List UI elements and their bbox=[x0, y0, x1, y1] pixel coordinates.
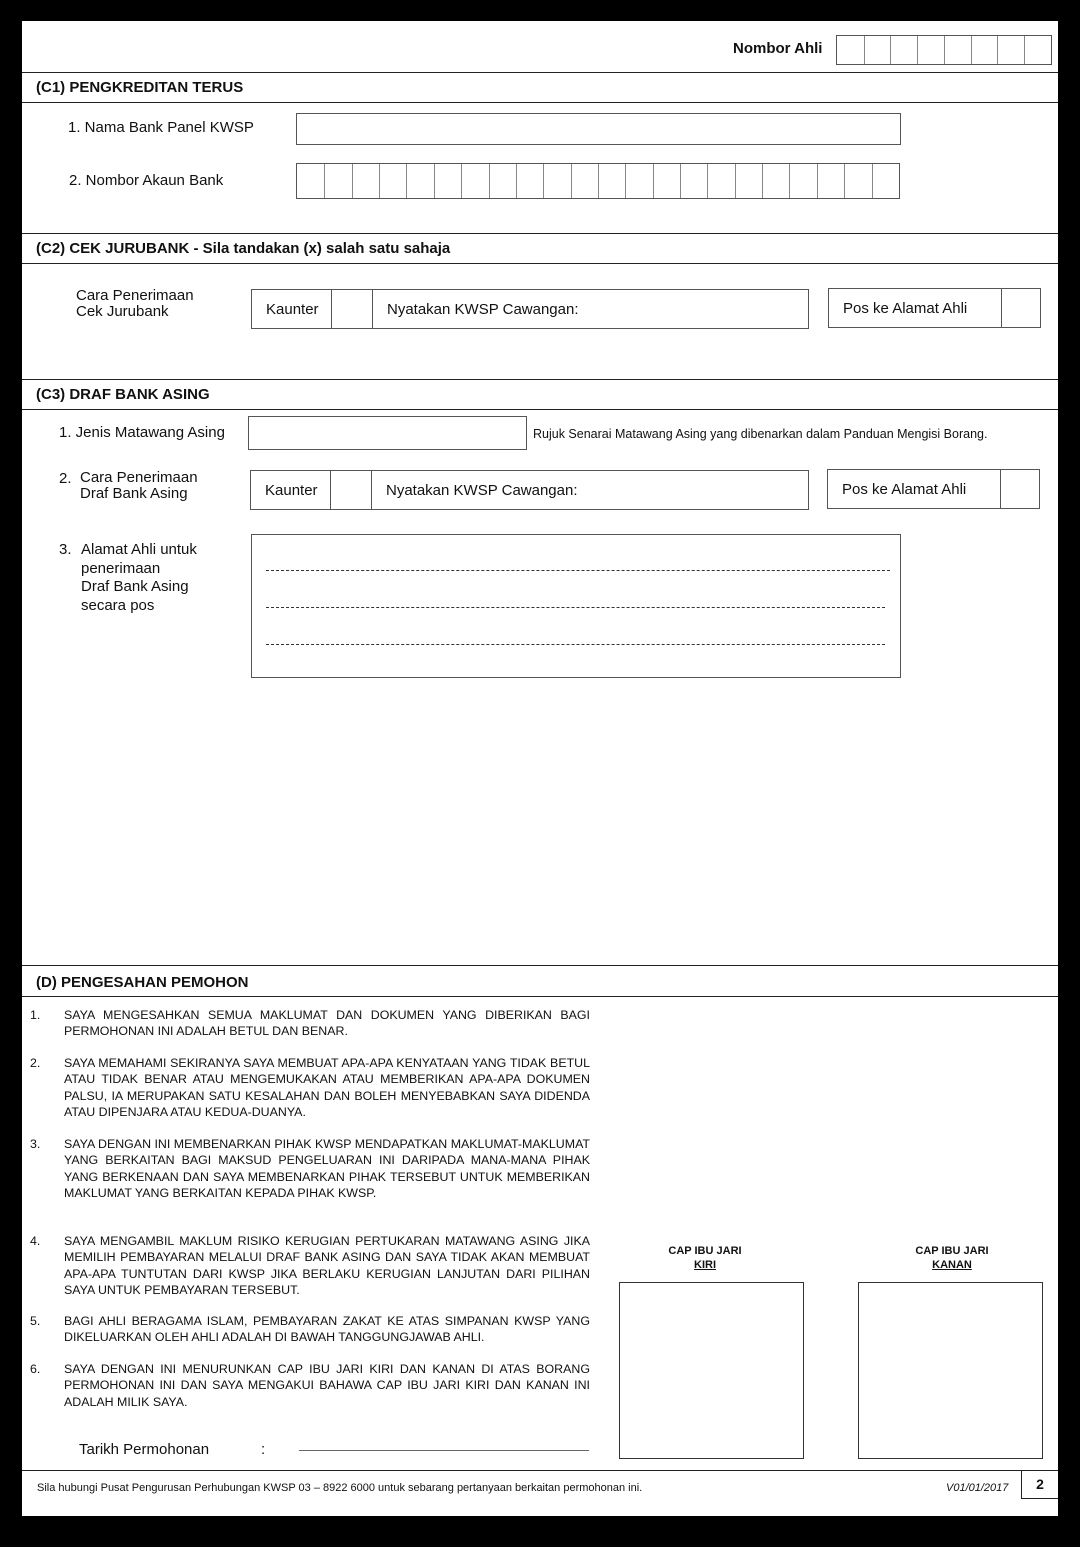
section-d-title: (D) PENGESAHAN PEMOHON bbox=[36, 974, 249, 991]
account-number-cell[interactable] bbox=[762, 164, 789, 198]
member-number-cell[interactable] bbox=[971, 36, 998, 64]
declaration-num: 4. bbox=[30, 1234, 41, 1248]
member-number-boxes[interactable] bbox=[836, 35, 1052, 65]
draft-post-option[interactable] bbox=[827, 469, 1040, 509]
currency-input[interactable] bbox=[248, 416, 527, 450]
footer-version: V01/01/2017 bbox=[946, 1482, 1009, 1494]
account-number-cell[interactable] bbox=[516, 164, 543, 198]
currency-label: 1. Jenis Matawang Asing bbox=[59, 424, 225, 441]
application-date-label: Tarikh Permohonan bbox=[79, 1441, 210, 1458]
address-num: 3. bbox=[59, 541, 72, 558]
address-label-line: Draf Bank Asing bbox=[81, 578, 189, 595]
declaration-text: SAYA DENGAN INI MENURUNKAN CAP IBU JARI KIRI DAN KANAN DI ATAS BORANG PERMOHONAN INI DAN SAYA MENGAKUI BAHAWA CAP IBU JARI KIRI DAN KANAN INI ADALAH MILIK SAYA. bbox=[64, 1362, 590, 1409]
member-number-cell[interactable] bbox=[1024, 36, 1051, 64]
draft-method-label bbox=[80, 470, 198, 502]
section-c3-header bbox=[22, 379, 1058, 410]
declaration-text: SAYA MEMAHAMI SEKIRANYA SAYA MEMBUAT APA-APA KENYATAAN YANG TIDAK BETUL ATAU TIDAK BENAR ATAU MENGEMUKAKAN ATAU MEMBERIKAN APA-APA DOKUMEN PALSU, IA MERUPAKAN SATU KESALAHAN DAN BOLEH MENYEBABKAN SAYA DIDENDA ATAU DIPENJARA ATAU KEDUA-DUANYA. bbox=[64, 1056, 590, 1119]
declaration-text: BAGI AHLI BERAGAMA ISLAM, PEMBAYARAN ZAKAT KE ATAS SIMPANAN KWSP YANG DIKELUARKAN OLEH AHLI ADALAH DI BAWAH TANGGUNGJAWAB AHLI. bbox=[64, 1314, 590, 1345]
member-number-cell[interactable] bbox=[997, 36, 1024, 64]
section-c2-title: (C2) CEK JURUBANK - Sila tandakan (x) salah satu sahaja bbox=[36, 240, 451, 257]
counter-checkbox[interactable] bbox=[332, 290, 373, 328]
draft-method-num: 2. bbox=[59, 470, 72, 487]
member-number-label: Nombor Ahli bbox=[733, 40, 823, 57]
address-line bbox=[266, 644, 885, 645]
account-number-cell[interactable] bbox=[735, 164, 762, 198]
address-line bbox=[266, 607, 885, 608]
declaration-item bbox=[22, 1136, 602, 1218]
counter-checkbox[interactable] bbox=[331, 471, 372, 509]
declaration-text: SAYA MENGAMBIL MAKLUM RISIKO KERUGIAN PERTUKARAN MATAWANG ASING JIKA MEMILIH PEMBAYARAN MELALUI DRAF BANK ASING DAN SAYA TIDAK AKAN MEMBUAT APA-APA TUNTUTAN DARI KWSP JIKA BERLAKU KERUGIAN LANJUTAN DARI PILIHAN SAYA UNTUK PEMBAYARAN TERSEBUT. bbox=[64, 1234, 590, 1297]
form-page bbox=[22, 21, 1058, 1516]
post-label: Pos ke Alamat Ahli bbox=[828, 470, 1001, 508]
section-c1-header bbox=[22, 72, 1058, 103]
account-number-cell[interactable] bbox=[489, 164, 516, 198]
declaration-item bbox=[22, 1055, 602, 1121]
member-number-cell[interactable] bbox=[890, 36, 917, 64]
post-checkbox[interactable] bbox=[1002, 289, 1040, 327]
left-thumb-label bbox=[613, 1244, 797, 1272]
account-number-cell[interactable] bbox=[625, 164, 652, 198]
draft-method-label-line: Draf Bank Asing bbox=[80, 485, 188, 502]
declaration-num: 5. bbox=[30, 1314, 41, 1328]
section-c2-header bbox=[22, 233, 1058, 264]
branch-label[interactable]: Nyatakan KWSP Cawangan: bbox=[387, 300, 579, 318]
account-number-cell[interactable] bbox=[817, 164, 844, 198]
account-number-cell[interactable] bbox=[352, 164, 379, 198]
account-number-cell[interactable] bbox=[406, 164, 433, 198]
address-label-line: secara pos bbox=[81, 596, 155, 614]
cheque-post-option[interactable] bbox=[828, 288, 1041, 328]
account-number-cell[interactable] bbox=[653, 164, 680, 198]
footer-contact: Sila hubungi Pusat Pengurusan Perhubungan KWSP 03 – 8922 6000 untuk sebarang pertanyaan berkaitan permohonan ini. bbox=[37, 1482, 643, 1494]
member-number-cell[interactable] bbox=[917, 36, 944, 64]
declaration-num: 3. bbox=[30, 1137, 41, 1151]
account-number-cell[interactable] bbox=[571, 164, 598, 198]
counter-label: Kaunter bbox=[252, 290, 332, 328]
account-number-cell[interactable] bbox=[872, 164, 899, 198]
branch-label[interactable]: Nyatakan KWSP Cawangan: bbox=[386, 481, 578, 499]
cheque-method-label bbox=[76, 288, 194, 320]
declaration-text: SAYA DENGAN INI MEMBENARKAN PIHAK KWSP MENDAPATKAN MAKLUMAT-MAKLUMAT YANG BERKAITAN BAGI MAKSUD PENGELUARAN INI DARIPADA MANA-MANA PIHAK YANG BERKENAAN DAN SAYA MEMBENARKAN PIHAK TERSEBUT UNTUK MEMBERIKAN MAKLUMAT YANG BERKAITAN KEPADA PIHAK KWSP. bbox=[64, 1137, 590, 1200]
account-number-cell[interactable] bbox=[379, 164, 406, 198]
address-label-line: Alamat Ahli untuk bbox=[81, 541, 197, 558]
account-number-cell[interactable] bbox=[789, 164, 816, 198]
cheque-counter-option[interactable] bbox=[251, 289, 809, 329]
counter-label: Kaunter bbox=[251, 471, 331, 509]
section-d-header bbox=[22, 965, 1058, 997]
account-number-cell[interactable] bbox=[297, 164, 324, 198]
page-number: 2 bbox=[1021, 1471, 1058, 1499]
cheque-method-label-line: Cek Jurubank bbox=[76, 303, 169, 320]
right-thumb-label bbox=[860, 1244, 1044, 1272]
post-label: Pos ke Alamat Ahli bbox=[829, 289, 1002, 327]
bank-name-label: 1. Nama Bank Panel KWSP bbox=[68, 119, 254, 136]
declaration-item bbox=[22, 1007, 602, 1041]
member-number-cell[interactable] bbox=[864, 36, 891, 64]
address-textarea[interactable] bbox=[251, 534, 901, 678]
right-thumb-label-line: CAP IBU JARI bbox=[915, 1245, 989, 1257]
left-thumb-label-line: CAP IBU JARI bbox=[668, 1245, 742, 1257]
draft-counter-option[interactable] bbox=[250, 470, 809, 510]
footer-divider bbox=[22, 1470, 1058, 1471]
cheque-method-label-line: Cara Penerimaan bbox=[76, 287, 194, 304]
left-thumb-label-side: KIRI bbox=[694, 1259, 716, 1271]
account-number-label: 2. Nombor Akaun Bank bbox=[69, 172, 224, 189]
section-c3-title: (C3) DRAF BANK ASING bbox=[36, 386, 210, 403]
account-number-cell[interactable] bbox=[461, 164, 488, 198]
declaration-item bbox=[22, 1233, 602, 1299]
declaration-num: 1. bbox=[30, 1008, 41, 1022]
right-thumbprint-box[interactable] bbox=[858, 1282, 1043, 1459]
account-number-cell[interactable] bbox=[680, 164, 707, 198]
account-number-cell[interactable] bbox=[434, 164, 461, 198]
application-date-input[interactable] bbox=[299, 1450, 589, 1451]
section-c1-title: (C1) PENGKREDITAN TERUS bbox=[36, 79, 244, 96]
declaration-num: 6. bbox=[30, 1362, 41, 1376]
address-line bbox=[266, 570, 890, 571]
address-label bbox=[81, 541, 197, 615]
declaration-text: SAYA MENGESAHKAN SEMUA MAKLUMAT DAN DOKUMEN YANG DIBERIKAN BAGI PERMOHONAN INI ADALAH BETUL DAN BENAR. bbox=[64, 1008, 590, 1039]
declaration-item bbox=[22, 1361, 602, 1411]
declaration-num: 2. bbox=[30, 1056, 41, 1070]
member-number-cell[interactable] bbox=[944, 36, 971, 64]
post-checkbox[interactable] bbox=[1001, 470, 1039, 508]
account-number-cell[interactable] bbox=[324, 164, 351, 198]
application-date-colon: : bbox=[261, 1441, 266, 1458]
member-number-cell[interactable] bbox=[837, 36, 864, 64]
address-label-line: penerimaan bbox=[81, 559, 161, 577]
currency-note: Rujuk Senarai Matawang Asing yang dibenarkan dalam Panduan Mengisi Borang. bbox=[533, 427, 988, 441]
declaration-item bbox=[22, 1313, 602, 1347]
account-number-cell[interactable] bbox=[598, 164, 625, 198]
account-number-cell[interactable] bbox=[844, 164, 871, 198]
account-number-boxes[interactable] bbox=[296, 163, 900, 199]
draft-method-label-line: Cara Penerimaan bbox=[80, 469, 198, 486]
right-thumb-label-side: KANAN bbox=[932, 1259, 972, 1271]
bank-name-input[interactable] bbox=[296, 113, 901, 145]
left-thumbprint-box[interactable] bbox=[619, 1282, 804, 1459]
account-number-cell[interactable] bbox=[707, 164, 734, 198]
account-number-cell[interactable] bbox=[543, 164, 570, 198]
